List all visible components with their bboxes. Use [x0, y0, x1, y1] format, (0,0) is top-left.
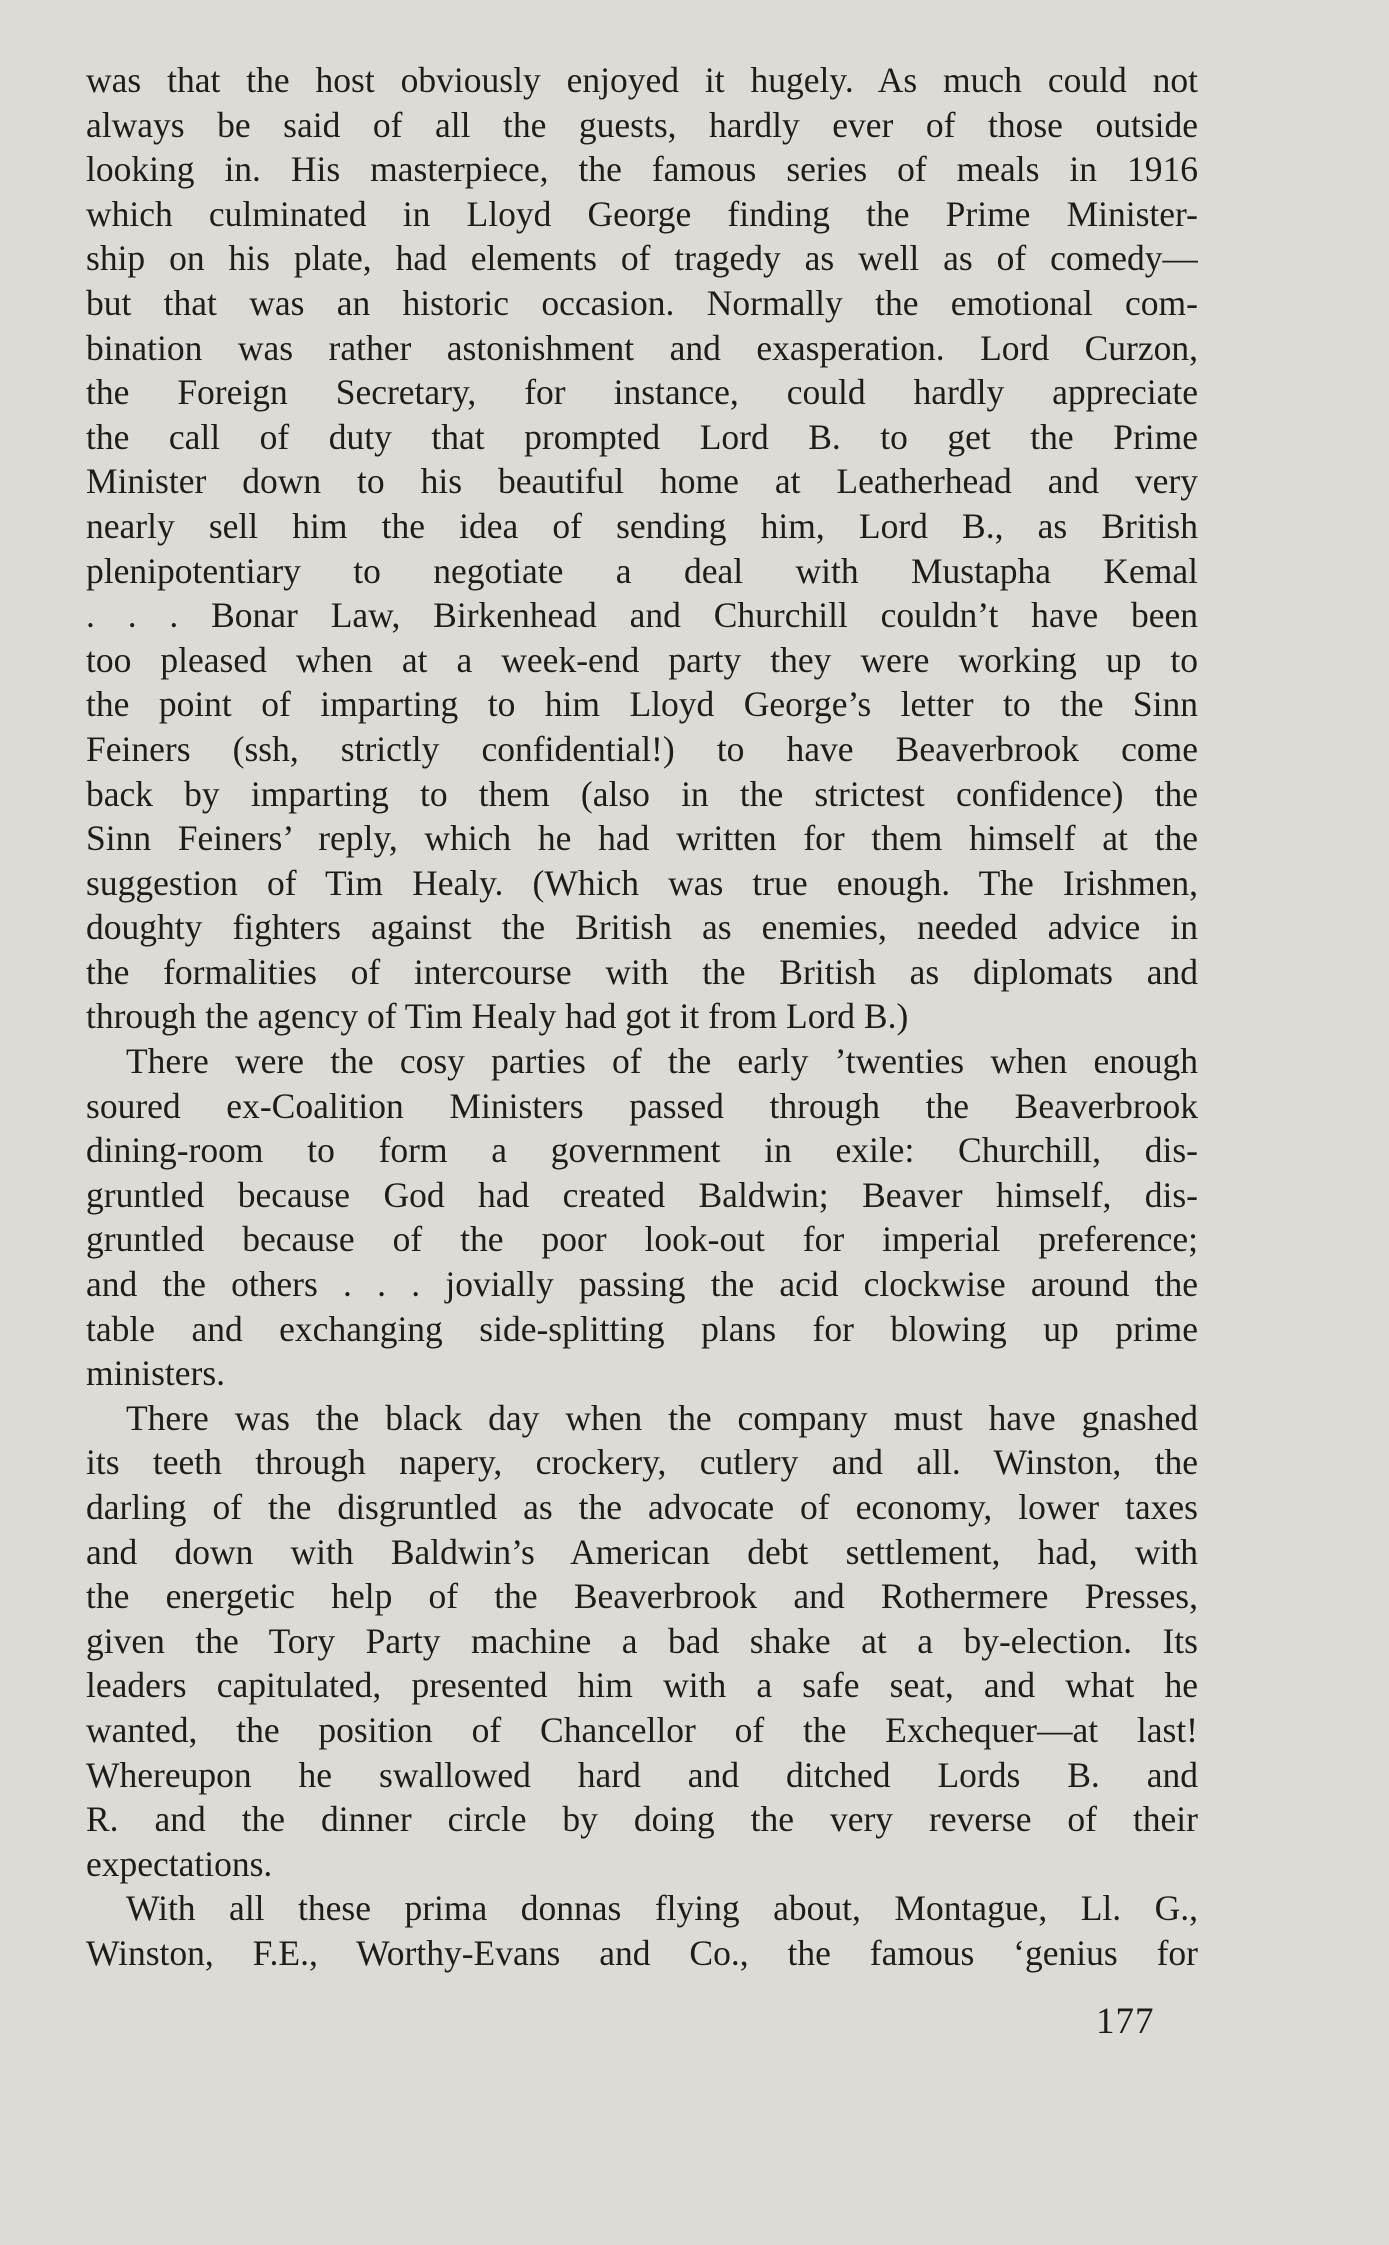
paragraph [86, 58, 1198, 1039]
text-line: There was the black day when the company must have gnashed [126, 1397, 1198, 1438]
text-line: which culminated in Lloyd George finding the Prime Minister- [86, 193, 1198, 234]
text-line: its teeth through napery, crockery, cutlery and all. Winston, the [86, 1442, 1198, 1483]
text-line: the formalities of intercourse with the British as diplomats and [86, 951, 1198, 992]
body-text [86, 58, 1198, 1976]
text-line: gruntled because of the poor look-out for imperial preference; [86, 1219, 1198, 1260]
text-line: dining-room to form a government in exile: Churchill, dis- [86, 1130, 1198, 1171]
page-number: 177 [1096, 2001, 1155, 2042]
text-line: was that the host obviously enjoyed it hugely. As much could not [86, 60, 1198, 100]
text-line: expectations. [86, 1843, 273, 1884]
text-line: suggestion of Tim Healy. (Which was true enough. The Irishmen, [86, 862, 1198, 903]
text-line: too pleased when at a week-end party they were working up to [86, 639, 1198, 680]
text-line: gruntled because God had created Baldwin; Beaver himself, dis- [86, 1174, 1198, 1215]
text-line: but that was an historic occasion. Normally the emotional com- [86, 282, 1198, 323]
paragraph [86, 1039, 1198, 1396]
text-line: . . . Bonar Law, Birkenhead and Churchill couldn’t have been [86, 595, 1198, 636]
text-line: nearly sell him the idea of sending him, Lord B., as British [86, 505, 1198, 546]
text-line: the energetic help of the Beaverbrook and Rothermere Presses, [86, 1576, 1198, 1617]
text-line: the Foreign Secretary, for instance, could hardly appreciate [86, 372, 1198, 413]
paragraph [86, 1396, 1198, 1887]
text-line: plenipotentiary to negotiate a deal with Mustapha Kemal [86, 550, 1198, 591]
text-line: Whereupon he swallowed hard and ditched Lords B. and [86, 1754, 1198, 1795]
text-line: the call of duty that prompted Lord B. to get the Prime [86, 416, 1198, 457]
text-line: and down with Baldwin’s American debt settlement, had, with [86, 1531, 1198, 1572]
text-line: soured ex-Coalition Ministers passed through the Beaverbrook [86, 1085, 1198, 1126]
text-line: doughty fighters against the British as enemies, needed advice in [86, 907, 1198, 948]
text-line: Feiners (ssh, strictly confidential!) to have Beaverbrook come [86, 728, 1198, 769]
text-line: through the agency of Tim Healy had got it from Lord B.) [86, 996, 909, 1037]
text-line: darling of the disgruntled as the advocate of economy, lower taxes [86, 1487, 1198, 1527]
text-line: R. and the dinner circle by doing the very reverse of their [86, 1799, 1198, 1840]
text-line: wanted, the position of Chancellor of the Exchequer—at last! [86, 1709, 1198, 1750]
text-line: leaders capitulated, presented him with a safe seat, and what he [86, 1665, 1198, 1706]
text-line: table and exchanging side-splitting plans for blowing up prime [86, 1308, 1198, 1349]
text-line: always be said of all the guests, hardly ever of those outside [86, 104, 1198, 145]
text-line: given the Tory Party machine a bad shake at a by-election. Its [86, 1620, 1198, 1661]
text-line: bination was rather astonishment and exasperation. Lord Curzon, [86, 327, 1198, 368]
text-line: Winston, F.E., Worthy-Evans and Co., the famous ‘genius for [86, 1932, 1198, 1973]
text-line: looking in. His masterpiece, the famous series of meals in 1916 [86, 149, 1198, 190]
text-line: ministers. [86, 1353, 226, 1394]
text-line: and the others . . . jovially passing the acid clockwise around the [86, 1264, 1198, 1305]
text-line: back by imparting to them (also in the strictest confidence) the [86, 773, 1198, 814]
text-line: Sinn Feiners’ reply, which he had written for them himself at the [86, 818, 1198, 859]
text-line: There were the cosy parties of the early ’twenties when enough [126, 1041, 1198, 1082]
paragraph [86, 1886, 1198, 1975]
text-line: Minister down to his beautiful home at Leatherhead and very [86, 461, 1198, 502]
text-line: the point of imparting to him Lloyd George’s letter to the Sinn [86, 684, 1198, 725]
text-line: With all these prima donnas flying about, Montague, Ll. G., [126, 1888, 1198, 1929]
text-line: ship on his plate, had elements of tragedy as well as of comedy— [86, 238, 1198, 279]
